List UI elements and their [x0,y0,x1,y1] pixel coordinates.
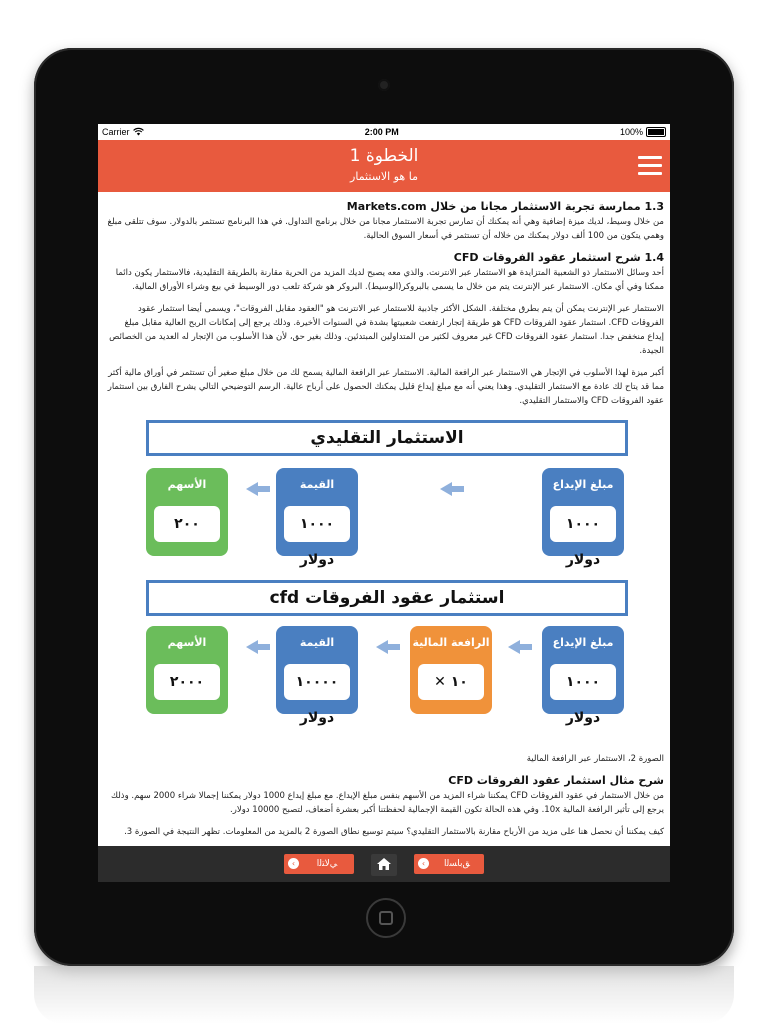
paragraph: من خلال وسيط، لديك ميزة إضافية وهي أنه يمكنك أن تمارس تجربة الاستثمار مجانا من خلال برنامج التداول. في هذا البرنامج تستثمر بالدولار. سوف تتلقى مبلغ وهمي يتكون من 100 ألف دولار يمكنك من خلاله أن تستثمر في أسعار السوق الحالية. [107,217,664,241]
box-label: القيمة [299,636,335,649]
traditional-deposit-box [542,468,624,568]
box-label: مبلغ الإيداع [552,636,614,649]
cfd-leverage-box [410,626,492,714]
page-subtitle: ما هو الاستثمار [350,170,418,183]
clock: 2:00 PM [364,127,399,137]
article-content [98,200,670,854]
device-reflection [34,966,734,1024]
app-header [98,140,670,192]
page-title: الخطوة 1 [349,146,419,166]
home-icon [376,857,392,871]
cfd-banner: استثمار عقود الفروقات cfd [146,580,628,616]
home-button[interactable] [366,898,406,938]
section-heading: 1.3 ممارسة تجربة الاستثمار مجانا من خلال Markets.com [346,200,664,213]
box-label: الأسهم [167,478,207,491]
leverage-diagram [106,416,664,746]
cfd-shares-box [146,626,228,714]
box-value: ١٠٠٠٠ دولار [284,664,350,700]
arrow-left-icon [508,640,520,654]
chevron-left-icon: ‹ [418,858,429,869]
hamburger-menu-icon[interactable] [638,156,662,176]
paragraph: الاستثمار عبر الإنترنت يمكن أن يتم بطرق مختلفة. الشكل الأكثر جاذبية للاستثمار عبر الانترنت هو "العقود مقابل الفروقات"، ويسمى أيضا استثمار عقود الفروقات CFD. استثمار عقود الفروقات CFD هو طريقة إتجار ارتفعت شعبيتها بشدة في السنوات الأخيرة. وذلك يرجع إلى إمكانات الربح العالية مقابل مبلغ إيداع منخفض جدا. استثمار عقود الفروقات CFD غير معروف لكثير من المتداولين المبتدئين. وذلك بغير حق، لأن هذا الأسلوب من الإتجار له العديد من الخصائص الجيدة. [109,304,664,356]
battery-icon [646,127,666,137]
cfd-deposit-box [542,626,624,726]
box-label: الأسهم [167,636,207,649]
traditional-banner: الاستثمار التقليدي [146,420,628,456]
traditional-shares-box [146,468,228,556]
app-screen [98,124,670,882]
arrow-left-icon [246,482,258,496]
arrow-left-icon [376,640,388,654]
prev-button[interactable] [284,854,354,874]
section-heading: 1.4 شرح استثمار عقود الفروقات CFD [453,251,664,264]
box-label: الرافعة المالية [412,636,490,649]
prev-button-label: ﻲﻟﺎﺘﻟﺍ [316,859,338,869]
box-value: ١٠٠٠ دولار [550,506,616,542]
box-value: ١٠٠٠ دولار [550,664,616,700]
camera-icon [378,79,390,91]
carrier-label: Carrier [102,127,130,137]
bottom-nav-bar [98,846,670,882]
box-label: القيمة [299,478,335,491]
status-bar [98,124,670,140]
box-label: مبلغ الإيداع [552,478,614,491]
paragraph: أحد وسائل الاستثمار ذو الشعبية المتزايدة هو الاستثمار عبر الانترنت. والذي معه يصبح لديك المزيد من الحرية مقارنة بالطريقة التقليدية، فالاستثمار يكون دائما ممكنا وفي أي مكان. الاستثمار عبر الإنترنت يتم من خلال ما يسمى بالبروكر(الوسيط). البروكر هو شركة تلعب دور الوسيط في بيع وشراء الأوراق المالية. [115,268,664,292]
chevron-left-icon: ‹ [288,858,299,869]
wifi-icon [133,128,144,136]
next-button-label: ﻖﺑﺎﺴﻟﺍ [443,859,471,869]
box-value: ٢٠٠ [154,506,220,542]
cfd-value-box [276,626,358,726]
home-nav-button[interactable] [371,854,397,876]
paragraph: أكبر ميزة لهذا الأسلوب في الإتجار هي الاستثمار عبر الرافعة المالية. الاستثمار عبر الرافعة المالية يسمح لك من خلال مبلغ صغير أن تستثمر في أوراق مالية أكثر مما قد يتاح لك عادة مع الاستثمار التقليدي. وهذا يعني أنه مع مبلغ إيداع قليل يمكنك الحصول على أرباح عالية. الرسم التوضيحي التالي يشرح الفارق بين استثمار عقود الفروقات CFD والاستثمار التقليدي. [107,368,664,406]
paragraph: من خلال الاستثمار في عقود الفروقات CFD يمكننا شراء المزيد من الأسهم بنفس مبلغ الإيداع. مع مبلغ إيداع 1000 دولار يمكننا إجمالا شراء 2000 سهم. وذلك يرجع إلى تأثير الرافعة المالية 10x. وفي هذه الحالة تكون القيمة الإجمالية لحفظتنا أكبر بعشرة أضعاف، لتصبح 10000 دولار. [111,791,664,815]
box-value: ١٠ ✕ [418,664,484,700]
figure-caption: الصورة 2، الاستثمار عبر الرافعة المالية [526,754,664,764]
box-value: ١٠٠٠ دولار [284,506,350,542]
traditional-value-box [276,468,358,568]
next-button[interactable] [414,854,484,874]
arrow-left-icon [246,640,258,654]
box-value: ٢٠٠٠ [154,664,220,700]
section-heading: شرح مثال استثمار عقود الفروقات CFD [448,774,664,787]
arrow-left-icon [440,482,452,496]
paragraph: كيف يمكننا أن نحصل هنا على مزيد من الأرباح مقارنة بالاستثمار التقليدي؟ سيتم توسيع نطاق الصورة 2 بالمزيد من المعلومات. تظهر النتيجة في الصورة 3. [124,827,664,837]
battery-percent: 100% [619,127,643,137]
